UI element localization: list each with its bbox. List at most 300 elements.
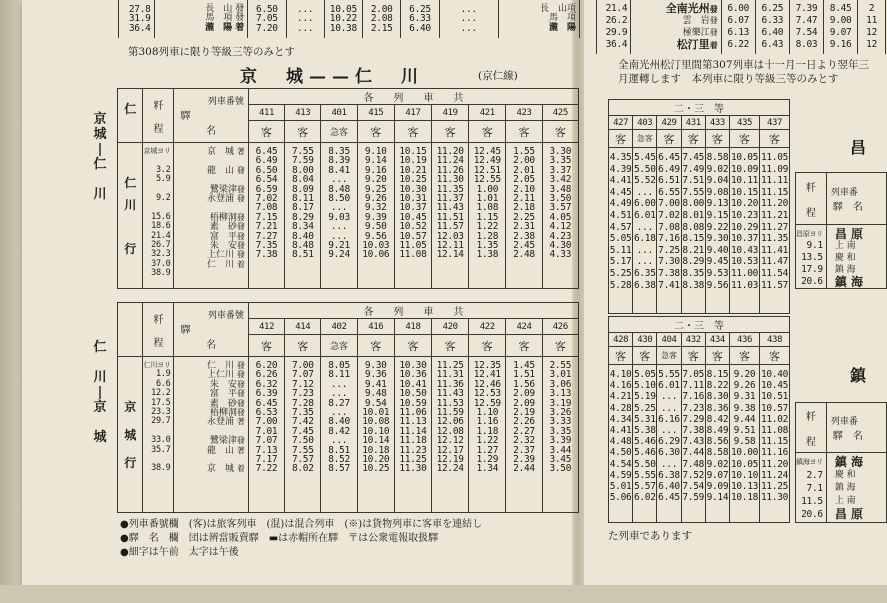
right-b-train-436: 436 [730,333,760,347]
time-cell: 9.36 [364,369,387,381]
time-cell: 1.10 [476,406,499,418]
time-cell: 1.08 [476,202,499,214]
time-cell: 8.48 [328,183,350,195]
time-cell: 6.30 [658,447,680,459]
right-a-class: 客 [705,130,729,148]
right-b-trains [609,333,790,347]
time-cell: 10.40 [760,369,789,380]
right-b-col-434 [706,369,729,503]
t2-train-422: 422 [469,319,506,335]
time-cell: 11.43 [436,202,464,214]
time-cell: 10.51 [760,391,789,403]
time-cell: 1.29 [476,453,499,465]
time-cell: 4.41 [609,424,632,436]
time-cell: 2.26 [513,416,535,428]
time-cell: 9.22 [706,221,729,233]
time-cell: 6.45 [255,397,278,409]
time-cell: 11.30 [436,174,464,186]
time-cell: 11.16 [760,447,789,459]
time-cell: 9.15 [706,209,729,221]
time-cell: 5.46 [633,447,656,459]
time-cell: 3.01 [549,369,572,381]
time-cell: 9.44 [733,413,756,425]
time-cell: 2.55 [549,360,572,371]
time-cell: 10.20 [362,453,390,465]
time-cell: 7.35 [255,239,278,251]
time-cell: 8.11 [291,192,314,204]
time-cell: 6.02 [633,492,656,504]
time-cell: 11.11 [760,175,789,187]
t1-class: 急客 [321,121,357,143]
time-cell: 9.07 [706,469,729,481]
time-cell: 7.23 [682,402,705,414]
time-cell: 12.51 [473,164,501,176]
time-cell: 6.54 [255,174,278,186]
right-b-train-438: 438 [760,333,790,347]
time-cell: 1.38 [476,249,499,261]
t2-km-column: 仁川ヨリ 1.9 6.6 12.2 17.5 23.3 29.7 33.0 35.7 38.9 [143,357,174,513]
time-cell: 10.03 [362,239,390,251]
time-cell: 10.25 [399,174,427,186]
time-cell: 2.39 [513,453,535,465]
time-cell: 7.12 [291,378,314,390]
time-cell: 7.35 [291,406,314,418]
time-cell: 10.18 [362,444,390,456]
time-cell: 3.30 [549,146,572,157]
time-cell: 2.31 [513,221,535,233]
time-cell: 12.11 [436,239,464,251]
time-cell: 9.26 [733,380,756,392]
time-cell: 10.09 [730,163,759,175]
time-cell: 10.29 [730,221,759,233]
time-cell: 3.42 [549,174,572,186]
time-cell: 1.28 [476,230,499,242]
time-cell: 6.50 [255,164,278,176]
time-cell: 3.48 [549,183,572,195]
time-cell: 11.09 [760,163,789,175]
time-cell: 11.43 [436,388,464,400]
t2-class: 客 [542,335,578,357]
t1-col-411 [249,147,284,260]
time-cell: 11.25 [436,360,464,371]
time-cell: 3.57 [549,202,572,214]
t2-col-416 [358,361,394,474]
station-name: 鷺梁津 [209,436,237,447]
t1-class: 客 [357,121,394,143]
time-cell: 8.15 [682,233,705,245]
time-cell: 7.08 [658,221,680,233]
time-cell: 6.55 [658,186,680,198]
t2-km-header: 粁 程 [143,303,174,357]
time-cell: 6.49 [658,163,680,175]
time-cell: 12.03 [436,230,464,242]
time-cell: 11.14 [399,425,427,437]
station-name: 永登浦 [207,193,235,204]
right-b-train-432: 432 [681,333,705,347]
right-b-col-436 [730,369,759,503]
time-cell: 7.38 [255,249,278,261]
right-top-col [824,3,857,51]
time-cell: 9.48 [364,388,387,400]
time-cell: 8.40 [291,230,314,242]
time-cell: 10.50 [399,388,427,400]
right-b-col-404 [657,369,680,503]
time-cell: 11.30 [399,463,427,475]
time-cell: 2.25 [513,211,535,223]
time-cell: 11.57 [436,221,464,233]
t2-train-416: 416 [357,319,394,335]
time-cell: 11.05 [399,239,427,251]
time-cell: 9.24 [328,249,350,261]
time-cell: 6.22 [727,39,750,50]
top-stations: 長 山 發 馬 項 發 瀧 陽 着 [205,3,245,33]
time-cell: 6.26 [255,369,278,381]
time-cell: 11.15 [760,186,789,198]
time-cell: 12.53 [473,388,501,400]
time-cell: 7.07 [291,369,314,381]
time-cell: 8.52 [328,453,350,465]
time-cell: 10.01 [362,406,390,418]
time-cell: ... [636,186,653,198]
time-cell: 7.25 [658,244,680,256]
time-cell: 1.34 [476,463,499,475]
t1-col-415 [358,147,394,260]
t1-class: 客 [394,121,431,143]
t2-train-426: 426 [542,319,578,335]
station-name: 朱 安 [209,240,237,251]
time-cell: 9.08 [706,186,729,198]
time-cell: 8.01 [682,209,705,221]
time-cell: 10.30 [399,183,427,195]
edge-box-1: 粁 程 列車番 驛 名 昌原ヨリ 9.1 13.5 17.9 20.6 昌 原 上 南 慶 和 鎮 海 鎮 海 [795,172,887,289]
time-cell: ... [330,221,348,233]
time-cell: 12.59 [473,397,501,409]
time-cell: 7.54 [682,480,705,492]
t1-class: 客 [432,121,469,143]
t2-col-418 [395,361,431,474]
time-cell: 2.48 [513,249,535,261]
time-cell: 8.51 [328,444,350,456]
time-cell: 12.14 [436,249,464,261]
right-b-class: 客 [760,347,790,365]
right-top-col [722,3,755,51]
time-cell: 5.17 [609,256,632,268]
time-cell: 6.51 [658,175,680,187]
time-cell: 6.35 [633,267,656,279]
right-a-trains [609,116,790,130]
t1-train-421: 421 [469,105,506,121]
time-cell: 8.36 [706,402,729,414]
right-a-train-431: 431 [681,116,705,130]
time-cell: 11.20 [760,458,789,470]
station-name: 梧柳洞 [209,212,237,223]
right-a-class: 客 [760,130,790,148]
time-cell: 10.15 [730,186,759,198]
t2-station-column: 仁 川 發 上仁川 發 朱 安發 富 平發 素 砂發 梧柳洞發 永登浦 著 鷺梁津發 龍 山 著 京 城 着 [174,357,248,513]
station-name: 京 城 [207,147,235,157]
time-cell: 5.31 [633,413,656,425]
time-cell: 7.51 [682,175,705,187]
time-cell: 8.08 [682,221,705,233]
time-cell: 7.41 [658,279,680,291]
time-cell: 4.30 [549,239,572,251]
right-a-class: 客 [657,130,681,148]
time-cell: 3.35 [549,425,572,437]
time-cell: 7.07 [255,435,278,447]
time-cell: ... [330,435,348,447]
time-cell: 11.35 [760,233,789,245]
right-a-col-431 [682,152,705,291]
time-cell: 11.02 [760,413,789,425]
t1-col-425 [543,147,578,260]
time-cell: 11.25 [760,480,789,492]
right-top-fragment: 21.4 26.2 29.9 36.4 全南光州發 雲 岩發 極樂江發 松汀里着 6.00 6.07 6.13 6.22 6.25 6.33 6.40 6.43 7.39 7.47 7.54 8.03 8.45 9.00 9.07 9.16 2 11 12 12 [596,0,886,54]
time-cell: 8.29 [682,256,705,268]
time-cell: 5.25 [633,402,656,414]
time-cell: 9.54 [364,397,387,409]
t1-train-415: 415 [357,105,394,121]
time-cell: 8.35 [682,267,705,279]
legend-line: ●驛 名 欄 団は辨當販賣驛 ▬は赤帽所在驛 〒は公衆電報取扱驛 [120,533,439,544]
time-cell: 7.11 [682,380,705,392]
time-cell: 5.46 [633,436,656,448]
time-cell: 8.02 [291,463,314,475]
time-cell: 6.00 [727,3,750,14]
time-cell: 1.16 [476,416,499,428]
time-cell: 4.50 [609,447,632,459]
time-cell: 10.59 [399,397,427,409]
time-cell: 4.57 [609,221,632,233]
right-a-body [609,148,790,314]
time-cell: 11.20 [760,198,789,210]
time-cell: 7.02 [255,192,278,204]
t1-col-413 [285,147,320,260]
time-cell: 10.43 [730,244,759,256]
time-cell: 7.01 [255,425,278,437]
time-cell: 9.03 [328,211,350,223]
time-cell: 8.35 [328,146,350,157]
time-cell: 7.42 [291,416,314,428]
time-cell: 10.08 [362,416,390,428]
time-cell: 12.41 [473,369,501,381]
time-cell: 7.15 [255,211,278,223]
time-cell: 5.45 [633,152,656,163]
right-a-train-435: 435 [730,116,760,130]
time-cell: 4.35 [609,152,632,163]
time-cell: 9.30 [706,233,729,245]
time-cell: 6.38 [658,469,680,481]
time-cell: 5.05 [633,369,656,380]
station-name: 龍 山 [207,165,235,176]
t2-col-422 [469,361,505,474]
time-cell: 9.20 [733,369,756,380]
time-cell: 1.56 [513,378,535,390]
time-cell: 7.38 [682,424,705,436]
time-cell: 6.25 [761,3,784,14]
time-cell: 4.34 [609,413,632,425]
time-cell: 11.13 [399,416,427,428]
time-cell: 7.22 [255,463,278,475]
time-cell: 8.34 [291,221,314,233]
t2-col-426 [543,361,578,474]
time-cell: 2.05 [513,174,535,186]
time-cell: 9.07 [829,27,852,38]
time-cell: 7.55 [291,444,314,456]
time-cell: 8.22 [706,380,729,392]
time-cell: 8.57 [328,463,350,475]
time-cell: 12.46 [473,378,501,390]
time-cell: 11.54 [760,267,789,279]
time-cell: 10.37 [730,233,759,245]
time-cell: ... [330,378,348,390]
time-cell: 8.05 [328,360,350,371]
time-cell: ... [330,406,348,418]
time-cell: 8.39 [328,155,350,167]
time-cell: 2.32 [513,435,535,447]
time-cell: 7.05 [682,369,705,380]
station-name: 梧柳洞 [209,407,237,418]
right-b-col-430 [633,369,656,503]
time-cell: 5.38 [633,424,656,436]
direction-keijo-jinsen: 京 城 | 仁 川 [93,112,107,202]
time-cell: 6.29 [658,436,680,448]
right-a-train-403: 403 [633,116,657,130]
time-cell: 6.45 [658,152,680,163]
right-a-classes [609,130,790,148]
time-cell: 7.55 [682,186,705,198]
timetable-jinsen-to-keijo [117,302,579,513]
time-cell: 8.00 [291,164,314,176]
time-cell: 10.21 [399,164,427,176]
time-cell: 7.23 [291,388,314,400]
time-cell: 3.39 [549,435,572,447]
time-cell: 2.18 [513,202,535,214]
edge-char-top: 昌 [850,138,867,157]
time-cell: ... [660,458,678,470]
time-cell: 3.44 [549,444,572,456]
t2-class: 客 [432,335,469,357]
time-cell: 9.02 [706,163,729,175]
time-cell: 9.50 [364,221,387,233]
right-a-train-427: 427 [609,116,633,130]
time-cell: 5.05 [609,233,632,245]
time-cell: 9.53 [706,267,729,279]
station-name: 上仁川 [207,250,235,261]
time-cell: 11.59 [436,406,464,418]
t1-train-423: 423 [506,105,542,121]
time-cell: 5.55 [633,469,656,481]
time-cell: 11.31 [436,369,464,381]
time-cell: 8.58 [706,447,729,459]
time-cell: 10.06 [362,249,390,261]
time-cell: 3.26 [549,406,572,418]
time-cell: 1.55 [513,146,535,157]
time-cell: 7.08 [255,202,278,214]
time-cell: 10.57 [760,402,789,414]
time-cell: 9.41 [364,378,387,390]
time-cell: ... [660,424,678,436]
t1-col-423 [506,147,541,260]
line-title: 京 城——仁 川 [240,67,424,87]
time-cell: 9.26 [364,192,387,204]
right-a-class: 急客 [633,130,657,148]
time-cell: 6.49 [255,155,278,167]
time-cell: 9.14 [364,155,387,167]
time-cell: 10.25 [362,463,390,475]
time-cell: 7.27 [255,230,278,242]
time-cell: 10.10 [362,425,390,437]
right-a-col-435 [730,152,759,291]
right-b-body [609,365,790,523]
t2-train-420: 420 [432,319,469,335]
t1-col-417 [395,147,431,260]
right-b-col-428 [609,369,632,503]
time-cell: 5.28 [609,279,632,291]
t1-class: 客 [542,121,578,143]
t2-section-header: 各 列 車 共 [248,303,578,319]
right-b-col-438 [760,369,789,503]
time-cell: 8.41 [328,164,350,176]
time-cell: 10.10 [730,469,759,481]
time-cell: 7.13 [255,444,278,456]
time-cell: 3.45 [549,453,572,465]
time-cell: 4.16 [609,380,632,392]
time-cell: 1.00 [476,183,499,195]
time-cell: 6.01 [633,209,656,221]
t1-col-401 [321,147,356,260]
time-cell: 10.37 [399,202,427,214]
time-cell: 8.45 [829,3,852,14]
t1-train-411: 411 [248,105,284,121]
time-cell: 4.48 [609,436,632,448]
time-cell: 6.45 [658,492,680,504]
time-cell: 10.11 [730,175,759,187]
time-cell: 10.23 [730,209,759,221]
time-cell: 8.04 [291,174,314,186]
t2-col-402 [321,361,356,474]
time-cell: 11.26 [436,164,464,176]
t2-class: 客 [357,335,394,357]
time-cell: 6.43 [761,39,784,50]
time-cell: 7.57 [291,453,314,465]
time-cell: 12.24 [436,463,464,475]
time-cell: 8.42 [706,413,729,425]
time-cell: ... [636,256,653,268]
time-cell: 11.30 [760,492,789,504]
t2-train-402: 402 [321,319,357,335]
right-a-col-437 [760,152,789,291]
time-cell: 2.45 [513,239,535,251]
t1-train-401: 401 [321,105,357,121]
time-cell: 1.01 [476,192,499,204]
time-cell: 12.08 [436,425,464,437]
time-cell: 10.31 [399,192,427,204]
time-cell: 2.00 [513,155,535,167]
time-cell: ... [330,230,348,242]
t1-train-425: 425 [542,105,578,121]
legend [120,518,482,560]
right-b-section: 二・三 等 [609,317,790,333]
time-cell: 10.36 [399,369,427,381]
time-cell: 11.25 [399,453,427,465]
time-cell: 7.28 [291,397,314,409]
time-cell: 7.00 [291,360,314,371]
time-cell: 6.33 [761,15,784,26]
t1-col-421 [469,147,505,260]
time-cell: 11.15 [760,436,789,448]
time-cell: 12 [866,27,878,38]
time-cell: 4.10 [609,369,632,380]
